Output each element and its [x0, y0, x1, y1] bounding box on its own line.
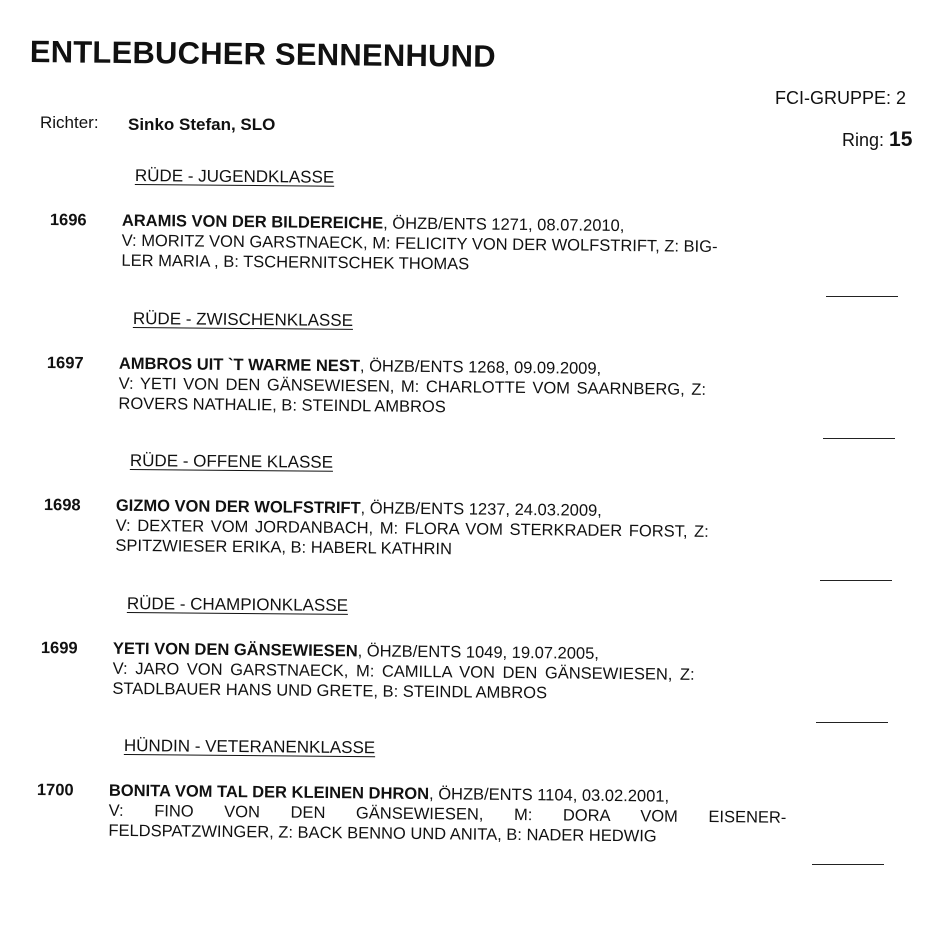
entry-line-3: ROVERS NATHALIE, B: STEINDL AMBROS [118, 394, 446, 417]
entry-line-2: V: MORITZ VON GARSTNAECK, M: FELICITY VON DER WOLFSTRIFT, Z: BIG- [121, 231, 718, 256]
class-heading: RÜDE - ZWISCHENKLASSE [132, 309, 354, 330]
fci-group: FCI-GRUPPE: 2 [775, 88, 907, 108]
entry-line-2: V: YETI VON DEN GÄNSEWIESEN, M: CHARLOTTE VOM SAARNBERG, Z: [118, 374, 707, 399]
class-heading: RÜDE - JUGENDKLASSE [134, 166, 335, 187]
catalog-entry [36, 780, 867, 846]
entry-details [115, 496, 816, 563]
entry-number: 1700 [36, 780, 74, 800]
catalog-entry [49, 210, 880, 274]
entry-line-2: V: JARO VON GARSTNAECK, M: CAMILLA VON DEN GÄNSEWIESEN, Z: [112, 659, 695, 684]
entry-number: 1696 [49, 210, 87, 230]
rating-line [820, 580, 892, 581]
dog-name: BONITA VOM TAL DER KLEINEN DHRON [108, 781, 430, 804]
entry-number: 1698 [43, 495, 81, 515]
breed-title: ENTLEBUCHER SENNENHUND [29, 34, 496, 74]
judge-label: Richter: [40, 113, 99, 132]
entry-details [118, 354, 819, 421]
ring-info [842, 128, 912, 152]
entry-details [108, 781, 809, 848]
catalog-entry [43, 495, 874, 559]
dog-name: GIZMO VON DER WOLFSTRIFT [115, 496, 361, 518]
class-heading: HÜNDIN - VETERANENKLASSE [123, 736, 376, 758]
class-heading: RÜDE - OFFENE KLASSE [129, 451, 334, 472]
rating-line [823, 438, 895, 439]
rating-line [816, 722, 888, 723]
entry-line-3: FELDSPATZWINGER, Z: BACK BENNO UND ANITA, B: NADER HEDWIG [108, 821, 657, 846]
class-heading: RÜDE - CHAMPIONKLASSE [126, 594, 349, 615]
registration: , ÖHZB/ENTS 1271, 08.07.2010, [383, 214, 625, 236]
entry-number: 1699 [40, 638, 78, 658]
entry-line-3: STADLBAUER HANS UND GRETE, B: STEINDL AMBROS [112, 679, 548, 703]
entry-details [121, 211, 822, 278]
entry-details [112, 639, 813, 706]
ring-number: 15 [889, 128, 913, 151]
rating-line [812, 864, 884, 865]
entry-number: 1697 [46, 353, 84, 373]
judge-name: Sinko Stefan, SLO [128, 115, 276, 134]
rating-line [826, 296, 898, 297]
dog-name: ARAMIS VON DER BILDEREICHE [121, 211, 384, 233]
entry-line-3: LER MARIA , B: TSCHERNITSCHEK THOMAS [121, 251, 470, 274]
registration: , ÖHZB/ENTS 1104, 03.02.2001, [429, 785, 670, 806]
dog-name: YETI VON DEN GÄNSEWIESEN [112, 639, 358, 661]
catalog-entry [46, 353, 877, 417]
registration: , ÖHZB/ENTS 1049, 19.07.2005, [357, 642, 599, 663]
dog-name: AMBROS UIT `T WARME NEST [118, 354, 361, 376]
ring-label: Ring: [842, 130, 885, 150]
registration: , ÖHZB/ENTS 1237, 24.03.2009, [360, 499, 602, 520]
catalog-entry [40, 638, 871, 703]
entry-line-2: V: FINO VON DEN GÄNSEWIESEN, M: DORA VOM EISENER- [108, 801, 787, 827]
entry-line-3: SPITZWIESER ERIKA, B: HABERL KATHRIN [115, 536, 453, 559]
registration: , ÖHZB/ENTS 1268, 09.09.2009, [359, 357, 602, 378]
entry-line-2: V: DEXTER VOM JORDANBACH, M: FLORA VOM STERKRADER FORST, Z: [115, 516, 709, 541]
